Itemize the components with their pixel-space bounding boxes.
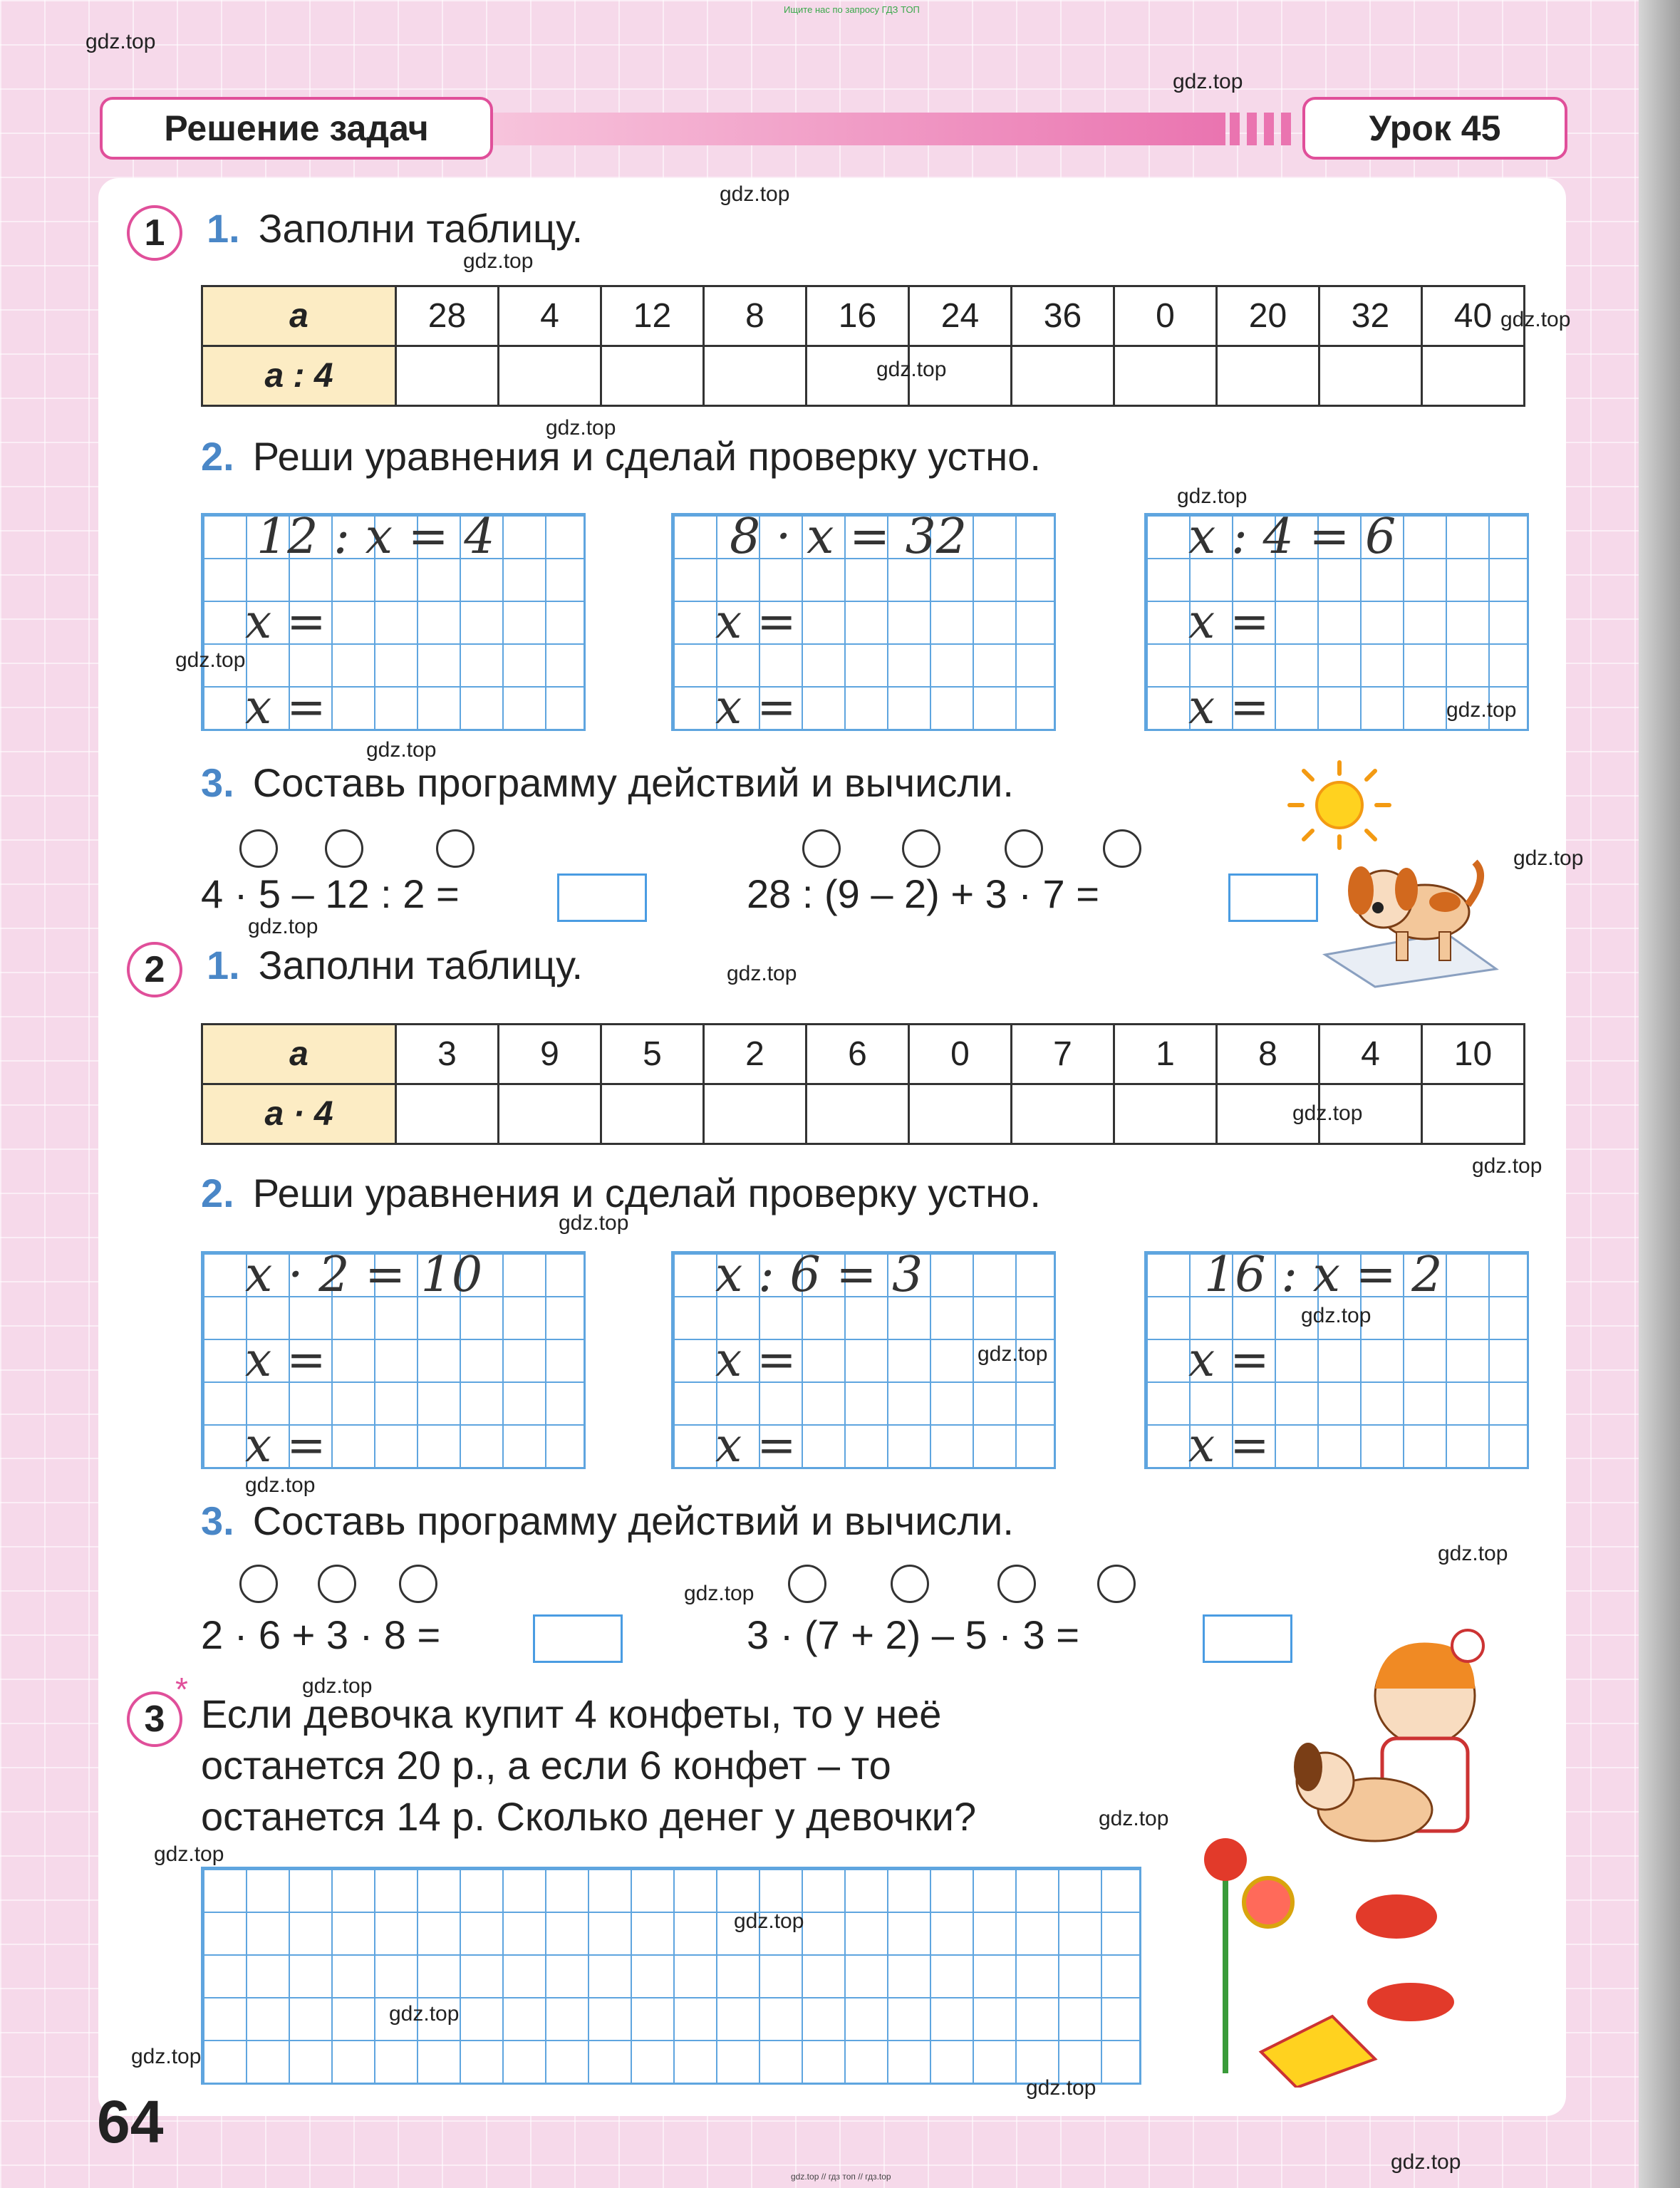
answer-box[interactable] [557, 873, 647, 922]
watermark: gdz.top [1391, 2150, 1461, 2174]
bottom-note: gdz.top // гдз топ // гдз.top [791, 2172, 891, 2182]
watermark: gdz.top [389, 2002, 460, 2026]
expression: 28 : (9 – 2) + 3 · 7 = [747, 871, 1099, 916]
table-cell: 5 [601, 1025, 704, 1084]
table-cell: 1 [1114, 1025, 1217, 1084]
watermark: gdz.top [175, 648, 246, 672]
table-cell: 3 [396, 1025, 499, 1084]
header-bar [492, 113, 1225, 145]
table-cell: 9 [499, 1025, 601, 1084]
table-cell: 2 [704, 1025, 807, 1084]
x-label: x = [245, 594, 326, 649]
section-number-1: 1 [127, 205, 182, 261]
table-row [202, 1025, 1525, 1084]
table-cell: 7 [1012, 1025, 1114, 1084]
expression: 3 · (7 + 2) – 5 · 3 = [747, 1612, 1079, 1657]
watermark: gdz.top [248, 915, 318, 938]
watermark: gdz.top [154, 1842, 224, 1866]
watermark: gdz.top [1438, 1542, 1508, 1565]
table-cell: 24 [909, 286, 1012, 346]
watermark: gdz.top [1099, 1807, 1169, 1830]
x-label: x = [1188, 594, 1270, 649]
watermark: gdz.top [1173, 70, 1243, 93]
watermark: gdz.top [1292, 1101, 1363, 1125]
x-label: x = [715, 594, 797, 649]
section-title: Решение задач [100, 97, 493, 160]
watermark: gdz.top [1446, 698, 1517, 722]
answer-box[interactable] [1228, 873, 1318, 922]
table-cell: 8 [1217, 1025, 1319, 1084]
task-1-3-heading [201, 759, 1014, 806]
watermark: gdz.top [1301, 1304, 1372, 1327]
table-row-label: а [202, 1025, 396, 1084]
table-cell: 20 [1217, 286, 1319, 346]
task-2-2-heading [201, 1170, 1041, 1216]
table-cell: 40 [1422, 286, 1525, 346]
answer-cell[interactable] [1012, 1084, 1114, 1144]
book-spine [1639, 0, 1680, 2188]
watermark: gdz.top [876, 358, 947, 381]
x-label: x = [1188, 1418, 1270, 1473]
handwritten-equation: 12 : x = 4 [256, 509, 495, 565]
solution-grid[interactable] [201, 1867, 1141, 2085]
table-cell: 6 [807, 1025, 909, 1084]
watermark: gdz.top [727, 962, 797, 985]
answer-cell[interactable] [1319, 346, 1422, 406]
answer-cell[interactable] [499, 1084, 601, 1144]
watermark: gdz.top [302, 1674, 373, 1698]
answer-cell[interactable] [704, 346, 807, 406]
watermark: gdz.top [131, 2045, 202, 2068]
answer-box[interactable] [533, 1614, 623, 1663]
dog-illustration [1318, 834, 1503, 990]
task-number: 2. [201, 1171, 234, 1215]
word-problem-text: Если девочка купит 4 конфеты, то у неё останется 20 р., а если 6 конфет – то останется 14 р. Сколько денег у девочки? [201, 1691, 977, 1839]
table-cell: 8 [704, 286, 807, 346]
task-text: Заполни таблицу. [258, 943, 584, 987]
answer-cell[interactable] [909, 1084, 1012, 1144]
order-circle[interactable] [1005, 829, 1043, 868]
top-note: Ищите нас по запросу ГДЗ ТОП [784, 4, 920, 15]
order-circle[interactable] [788, 1565, 826, 1603]
order-circle[interactable] [902, 829, 940, 868]
task-1-2-heading [201, 433, 1041, 479]
task-number: 2. [201, 434, 234, 479]
lesson-label: Урок 45 [1302, 97, 1567, 160]
watermark: gdz.top [1177, 484, 1248, 508]
x-label: x = [715, 1418, 797, 1473]
order-circle[interactable] [325, 829, 363, 868]
order-circle[interactable] [802, 829, 841, 868]
answer-cell[interactable] [1114, 346, 1217, 406]
watermark: gdz.top [463, 249, 534, 273]
answer-cell[interactable] [1114, 1084, 1217, 1144]
watermark: gdz.top [1500, 308, 1571, 331]
answer-cell[interactable] [601, 346, 704, 406]
handwritten-equation: x : 4 = 6 [1188, 509, 1396, 565]
x-label: x = [715, 680, 797, 735]
answer-cell[interactable] [807, 1084, 909, 1144]
watermark: gdz.top [1026, 2076, 1096, 2100]
answer-cell[interactable] [396, 346, 499, 406]
x-label: x = [1188, 680, 1270, 735]
order-circle[interactable] [239, 829, 278, 868]
answer-cell[interactable] [396, 1084, 499, 1144]
order-circle[interactable] [891, 1565, 929, 1603]
order-circle[interactable] [399, 1565, 437, 1603]
table-cell: 28 [396, 286, 499, 346]
section-number-3: 3 [127, 1691, 182, 1747]
x-label: x = [1188, 1332, 1270, 1387]
task-number: 1. [207, 943, 240, 987]
values-table-1 [201, 285, 1525, 407]
order-circle[interactable] [1103, 829, 1141, 868]
section-number-2: 2 [127, 942, 182, 997]
x-label: x = [245, 1418, 326, 1473]
handwritten-equation: 8 · x = 32 [730, 509, 968, 565]
table-row-label: а · 4 [202, 1084, 396, 1144]
answer-cell[interactable] [1217, 346, 1319, 406]
table-cell: 10 [1422, 1025, 1525, 1084]
watermark: gdz.top [85, 30, 156, 53]
order-circle[interactable] [436, 829, 475, 868]
answer-cell[interactable] [1422, 1084, 1525, 1144]
order-circle[interactable] [1097, 1565, 1136, 1603]
answer-cell[interactable] [499, 346, 601, 406]
values-table-2 [201, 1023, 1525, 1145]
x-label: x = [715, 1332, 797, 1387]
table-cell: 0 [1114, 286, 1217, 346]
table-row-label: а : 4 [202, 346, 396, 406]
table-cell: 36 [1012, 286, 1114, 346]
table-cell: 16 [807, 286, 909, 346]
table-cell: 4 [1319, 1025, 1422, 1084]
star-mark: * [175, 1671, 188, 1708]
task-text: Реши уравнения и сделай проверку устно. [252, 434, 1041, 479]
girl-with-dog-illustration [1168, 1617, 1510, 2088]
x-label: x = [245, 1332, 326, 1387]
task-1-1-heading [207, 205, 583, 252]
table-cell: 32 [1319, 286, 1422, 346]
expression: 2 · 6 + 3 · 8 = [201, 1612, 441, 1657]
watermark: gdz.top [245, 1473, 316, 1497]
order-circle[interactable] [318, 1565, 356, 1603]
watermark: gdz.top [366, 738, 437, 762]
watermark: gdz.top [546, 416, 616, 440]
order-circle[interactable] [997, 1565, 1036, 1603]
table-row-label: а [202, 286, 396, 346]
answer-cell[interactable] [704, 1084, 807, 1144]
handwritten-equation: x : 6 = 3 [715, 1247, 923, 1303]
table-cell: 12 [601, 286, 704, 346]
answer-cell[interactable] [601, 1084, 704, 1144]
watermark: gdz.top [978, 1342, 1048, 1366]
task-text: Реши уравнения и сделай проверку устно. [252, 1171, 1041, 1215]
answer-cell[interactable] [1422, 346, 1525, 406]
watermark: gdz.top [720, 182, 790, 206]
handwritten-equation: 16 : x = 2 [1204, 1247, 1443, 1303]
watermark: gdz.top [684, 1582, 755, 1605]
expression: 4 · 5 – 12 : 2 = [201, 871, 460, 916]
task-text: Составь программу действий и вычисли. [252, 1498, 1014, 1543]
table-cell: 4 [499, 286, 601, 346]
task-2-1-heading [207, 942, 583, 988]
task-number: 3. [201, 760, 234, 805]
page-number: 64 [97, 2088, 164, 2155]
x-label: x = [245, 680, 326, 735]
task-text: Составь программу действий и вычисли. [252, 760, 1014, 805]
answer-cell[interactable] [1012, 346, 1114, 406]
header-stripes [1230, 113, 1294, 145]
task-number: 1. [207, 206, 240, 251]
task-text: Заполни таблицу. [258, 206, 584, 251]
table-row [202, 346, 1525, 406]
order-circle[interactable] [239, 1565, 278, 1603]
handwritten-equation: x · 2 = 10 [245, 1247, 483, 1303]
watermark: gdz.top [559, 1211, 629, 1235]
watermark: gdz.top [1472, 1154, 1542, 1178]
watermark: gdz.top [734, 1909, 804, 1933]
task-2-3-heading [201, 1498, 1014, 1544]
watermark: gdz.top [1513, 846, 1584, 870]
table-row [202, 286, 1525, 346]
task-number: 3. [201, 1498, 234, 1543]
table-cell: 0 [909, 1025, 1012, 1084]
